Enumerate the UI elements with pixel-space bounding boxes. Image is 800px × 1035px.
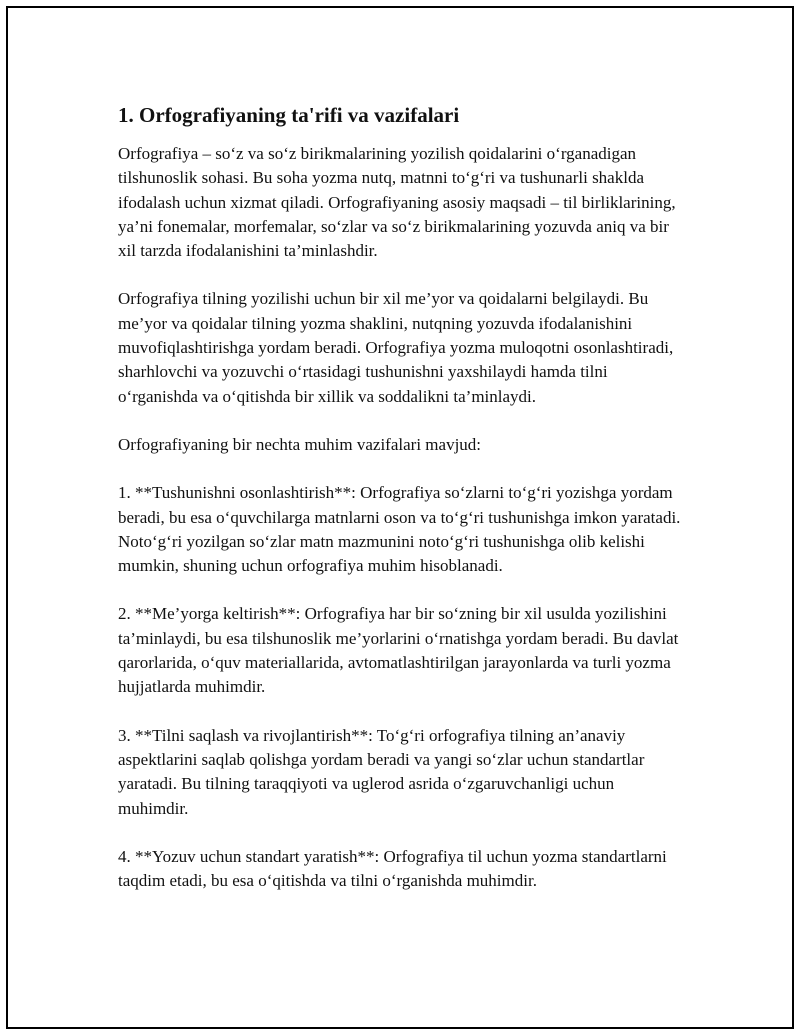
section-heading: 1. Orfografiyaning ta'rifi va vazifalari <box>118 103 460 127</box>
list-item-function-1: 1. **Tushunishni osonlashtirish**: Orfografiya so‘zlarni to‘g‘ri yozishga yordam beradi, bu esa o‘quvchilarga matnlarni oson va to‘g‘ri tushunishga imkon yaratadi. Noto‘g‘ri yozilgan so‘zlar matn mazmunini noto‘g‘ri tushunishga olib kelishi mumkin, shuning uchun orfografiya muhim hisoblanadi. <box>118 483 681 576</box>
document-page <box>6 6 794 1029</box>
list-item-function-3: 3. **Tilni saqlash va rivojlantirish**: To‘g‘ri orfografiya tilning an’anaviy aspektlarini saqlab qolishga yordam beradi va yangi so‘zlar uchun standartlar yaratadi. Bu tilning taraqqiyoti va uglerod asrida o‘zgaruvchanligi uchun muhimdir. <box>118 725 645 818</box>
paragraph-definition: Orfografiya – so‘z va so‘z birikmalarining yozilish qoidalarini o‘rganadigan tilshunoslik sohasi. Bu soha yozma nutq, matnni to‘g‘ri va tushunarli shaklda ifodalash uchun xizmat qiladi. Orfografiyaning asosiy maqsadi – til birliklarining, ya’ni fonemalar, morfemalar, so‘zlar va so‘z birikmalarining yozuvda aniq va bir xil tarzda ifodalanishini ta’minlashdir. <box>118 144 676 261</box>
paragraph-functions-intro: Orfografiyaning bir nechta muhim vazifalari mavjud: <box>118 434 482 454</box>
paragraph-norms: Orfografiya tilning yozilishi uchun bir xil me’yor va qoidalarni belgilaydi. Bu me’yor va qoidalar tilning yozma shaklini, nutqning yozuvda ifodalanishini muvofiqlashtirishga yordam beradi. Orfografiya yozma muloqotni osonlashtiradi, sharhlovchi va yozuvchi o‘rtasidagi tushunishni yaxshilaydi hamda tilni o‘rganishda va o‘qitishda bir xillik va soddalikni ta’minlaydi. <box>118 289 674 406</box>
list-item-function-2: 2. **Me’yorga keltirish**: Orfografiya har bir so‘zning bir xil usulda yozilishini ta’minlaydi, bu esa tilshunoslik me’yorlarini o‘rnatishga yordam beradi. Bu davlat qarorlarida, o‘quv materiallarida, avtomatlashtirilgan jarayonlarda va turli yozma hujjatlarda muhimdir. <box>118 604 679 697</box>
document-body <box>118 100 688 917</box>
list-item-function-4: 4. **Yozuv uchun standart yaratish**: Orfografiya til uchun yozma standartlarni taqdim etadi, bu esa o‘qitishda va tilni o‘rganishda muhimdir. <box>118 846 667 891</box>
